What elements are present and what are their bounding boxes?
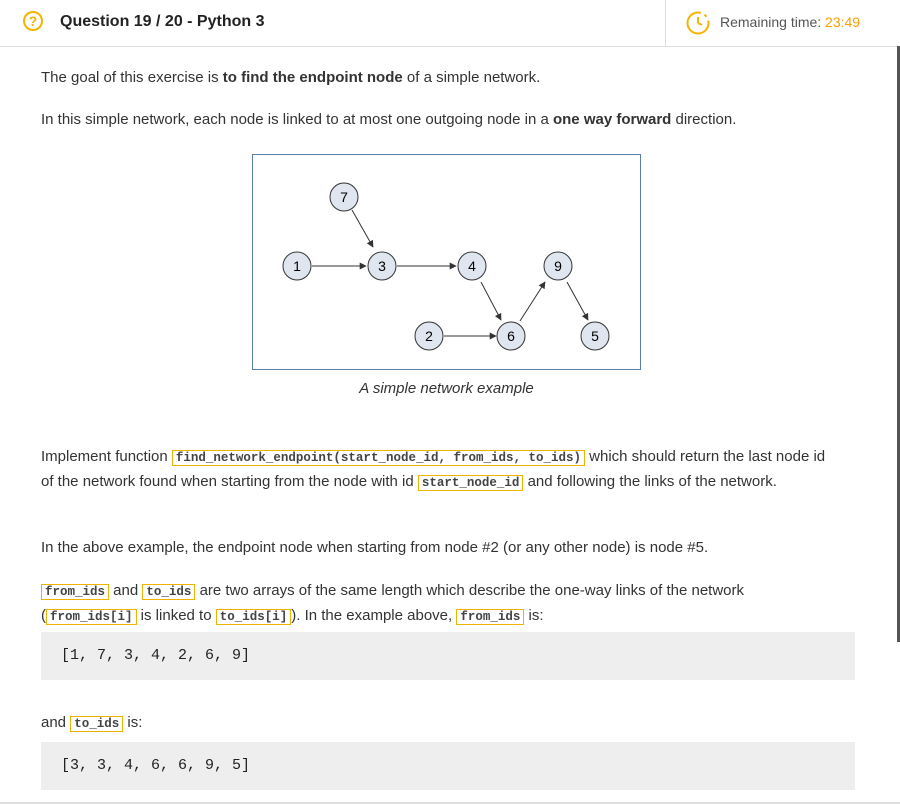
paragraph-implement: Implement function find_network_endpoint(start_node_id, from_ids, to_ids) which should return the last node id of the network found when starting from the node with id start_node_id and following the links of the network. — [41, 448, 826, 490]
svg-text:5: 5 — [591, 328, 599, 344]
paragraph-and-to-ids: and to_ids is: — [41, 714, 143, 731]
svg-text:6: 6 — [507, 328, 515, 344]
edge-6-9 — [520, 282, 545, 321]
node-4 — [458, 252, 486, 280]
edge-9-5 — [567, 282, 588, 320]
node-2 — [415, 322, 443, 350]
code-start-node-id: start_node_id — [418, 475, 524, 491]
header-bar — [0, 0, 900, 47]
question-title: Question 19 / 20 - Python 3 — [60, 13, 265, 30]
code-to-ids-i: to_ids[i] — [216, 609, 292, 625]
remaining-time-value: 23:49 — [825, 14, 861, 30]
node-9 — [544, 252, 572, 280]
code-from-ids-2: from_ids — [456, 609, 524, 625]
paragraph-network: In this simple network, each node is linked to at most one outgoing node in a one way forward direction. — [41, 111, 737, 128]
code-block-to-ids: [3, 3, 4, 6, 6, 9, 5] — [41, 742, 855, 790]
edge-7-3 — [352, 210, 373, 247]
paragraph-arrays: from_ids and to_ids are two arrays of the same length which describe the one-way links of the network ( from_ids[i] is linked to to_ids[i] ). In the example above, from_ids is: — [41, 582, 745, 624]
node-3 — [368, 252, 396, 280]
svg-text:7: 7 — [340, 189, 348, 205]
question-circle-icon[interactable]: ? — [23, 11, 43, 31]
code-block-from-ids: [1, 7, 3, 4, 2, 6, 9] — [41, 632, 855, 680]
edge-4-6 — [481, 282, 501, 320]
svg-text:3: 3 — [378, 258, 386, 274]
remaining-time-label: Remaining time: — [720, 14, 826, 30]
header-divider — [665, 0, 666, 46]
node-6 — [497, 322, 525, 350]
code-function-signature: find_network_endpoint(start_node_id, from_ids, to_ids) — [172, 450, 585, 466]
network-figure — [252, 154, 641, 370]
paragraph-example-endpoint: In the above example, the endpoint node when starting from node #2 (or any other node) is node #5. — [41, 539, 709, 556]
svg-text:2: 2 — [425, 328, 433, 344]
node-1 — [283, 252, 311, 280]
network-diagram — [253, 155, 642, 371]
paragraph-goal: The goal of this exercise is to find the endpoint node of a simple network. — [41, 69, 541, 86]
node-7 — [330, 183, 358, 211]
node-5 — [581, 322, 609, 350]
code-from-ids-i: from_ids[i] — [46, 609, 137, 625]
svg-text:4: 4 — [468, 258, 476, 274]
svg-text:1: 1 — [293, 258, 301, 274]
svg-text:9: 9 — [554, 258, 562, 274]
code-to-ids-2: to_ids — [70, 716, 123, 732]
remaining-time — [720, 14, 860, 30]
code-to-ids: to_ids — [142, 584, 195, 600]
code-from-ids: from_ids — [41, 584, 109, 600]
timer-icon — [685, 10, 711, 36]
figure-caption: A simple network example — [359, 380, 534, 397]
